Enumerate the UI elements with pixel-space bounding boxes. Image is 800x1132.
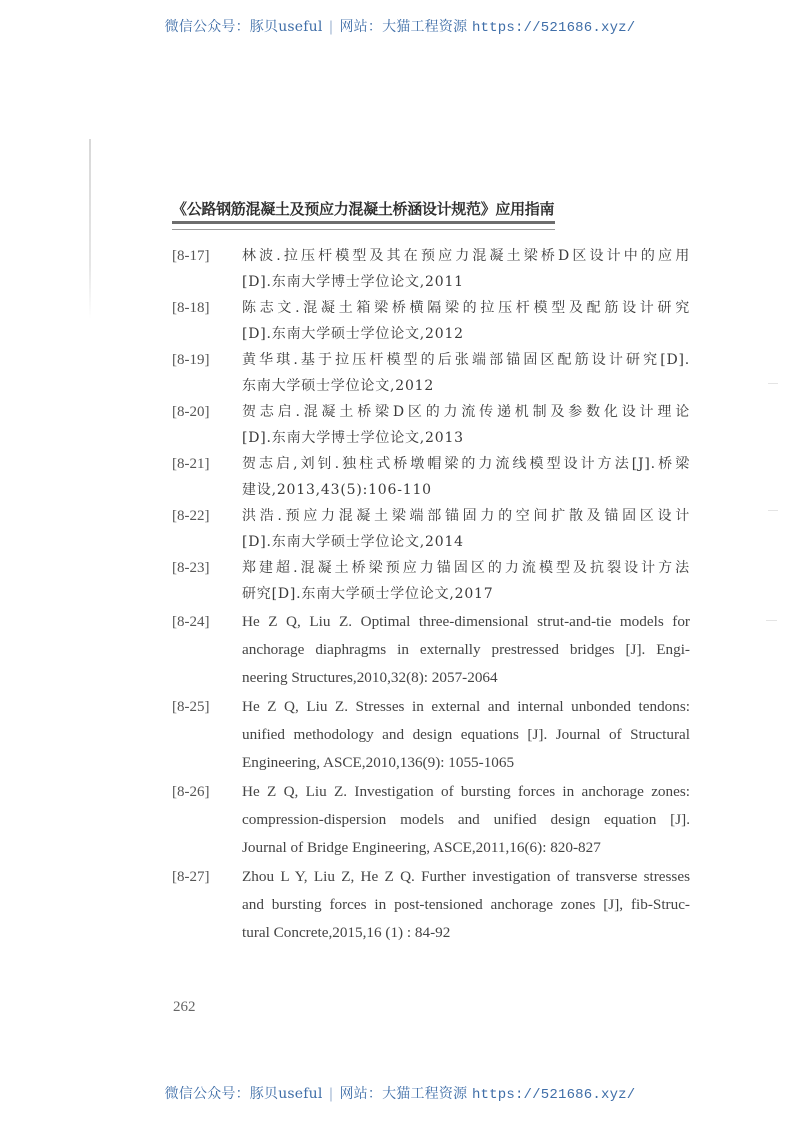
running-head-title: 《公路钢筋混凝土及预应力混凝土桥涵设计规范》应用指南 — [172, 200, 555, 218]
reference-item — [172, 399, 690, 451]
running-head-rule-thin — [172, 229, 555, 230]
watermark-prefix: 微信公众号：豚贝useful — [164, 1086, 323, 1102]
reference-line: neering Structures,2010,32(8): 2057-2064 — [242, 669, 498, 686]
watermark-url: https://521686.xyz/ — [471, 20, 636, 36]
reference-line: He Z Q, Liu Z. Stresses in external and internal unbonded tendons: — [242, 698, 690, 715]
watermark-bottom — [0, 1083, 800, 1103]
reference-line: 黄华琪.基于拉压杆模型的后张端部锚固区配筋设计研究[D]. — [242, 352, 690, 368]
watermark-url: https://521686.xyz/ — [471, 1087, 636, 1103]
reference-label: [8-24] — [172, 614, 210, 630]
reference-item — [172, 295, 690, 347]
scan-artifact — [766, 620, 777, 621]
reference-label: [8-22] — [172, 508, 210, 524]
reference-label: [8-18] — [172, 300, 210, 316]
reference-list — [172, 243, 690, 947]
reference-label: [8-25] — [172, 699, 210, 715]
reference-line: 贺志启,刘钊.独柱式桥墩帽梁的力流线模型设计方法[J].桥梁 — [242, 456, 690, 472]
reference-line: 林波.拉压杆模型及其在预应力混凝土梁桥D区设计中的应用 — [242, 248, 690, 264]
reference-line: tural Concrete,2015,16 (1) : 84-92 — [242, 924, 451, 941]
reference-label: [8-21] — [172, 456, 210, 472]
reference-item — [172, 451, 690, 503]
reference-line: 贺志启.混凝土桥梁D区的力流传递机制及参数化设计理论 — [242, 404, 690, 420]
reference-label: [8-20] — [172, 404, 210, 420]
reference-item — [172, 243, 690, 295]
reference-line: He Z Q, Liu Z. Investigation of bursting forces in anchorage zones: — [242, 783, 690, 800]
reference-item — [172, 347, 690, 399]
reference-line: [D].东南大学硕士学位论文,2014 — [242, 534, 464, 550]
reference-line: He Z Q, Liu Z. Optimal three-dimensional strut-and-tie models for — [242, 613, 690, 630]
running-head-rule-thick — [172, 221, 555, 224]
reference-label: [8-19] — [172, 352, 210, 368]
reference-item — [172, 778, 690, 862]
page-number: 262 — [173, 999, 196, 1015]
reference-line: 陈志文.混凝土箱梁桥横隔梁的拉压杆模型及配筋设计研究 — [242, 300, 690, 316]
reference-line: anchorage diaphragms in externally prestressed bridges [J]. Engi- — [242, 641, 690, 658]
reference-line: 建设,2013,43(5):106-110 — [242, 482, 432, 498]
watermark-prefix: 微信公众号：豚贝useful — [164, 19, 323, 35]
watermark-site-label: 网站：大猫工程资源 — [339, 1086, 468, 1102]
watermark-top — [0, 16, 800, 36]
reference-label: [8-17] — [172, 248, 210, 264]
reference-line: Journal of Bridge Engineering, ASCE,2011,16(6): 820-827 — [242, 839, 601, 856]
reference-item — [172, 693, 690, 777]
reference-line: 东南大学硕士学位论文,2012 — [242, 378, 435, 394]
scan-artifact — [768, 383, 778, 384]
reference-label: [8-23] — [172, 560, 210, 576]
reference-line: 郑建超.混凝土桥梁预应力锚固区的力流模型及抗裂设计方法 — [242, 560, 690, 576]
page-spine-shadow — [89, 139, 91, 319]
watermark-separator: | — [328, 19, 334, 35]
reference-line: and bursting forces in post-tensioned anchorage zones [J], fib-Struc- — [242, 896, 690, 913]
reference-item — [172, 863, 690, 947]
reference-item — [172, 555, 690, 607]
reference-line: [D].东南大学硕士学位论文,2012 — [242, 326, 464, 342]
reference-line: Engineering, ASCE,2010,136(9): 1055-1065 — [242, 754, 515, 771]
reference-line: 研究[D].东南大学硕士学位论文,2017 — [242, 586, 494, 602]
watermark-site-label: 网站：大猫工程资源 — [339, 19, 468, 35]
reference-line: [D].东南大学博士学位论文,2013 — [242, 430, 464, 446]
reference-line: [D].东南大学博士学位论文,2011 — [242, 274, 464, 290]
reference-line: Zhou L Y, Liu Z, He Z Q. Further investigation of transverse stresses — [242, 868, 690, 885]
reference-label: [8-26] — [172, 784, 210, 800]
running-head — [172, 199, 555, 230]
reference-line: compression-dispersion models and unified design equation [J]. — [242, 811, 690, 828]
reference-line: unified methodology and design equations [J]. Journal of Structural — [242, 726, 690, 743]
scan-artifact — [768, 510, 778, 511]
reference-item — [172, 503, 690, 555]
reference-line: 洪浩.预应力混凝土梁端部锚固力的空间扩散及锚固区设计 — [242, 508, 690, 524]
reference-item — [172, 608, 690, 692]
reference-label: [8-27] — [172, 869, 210, 885]
watermark-separator: | — [328, 1086, 334, 1102]
